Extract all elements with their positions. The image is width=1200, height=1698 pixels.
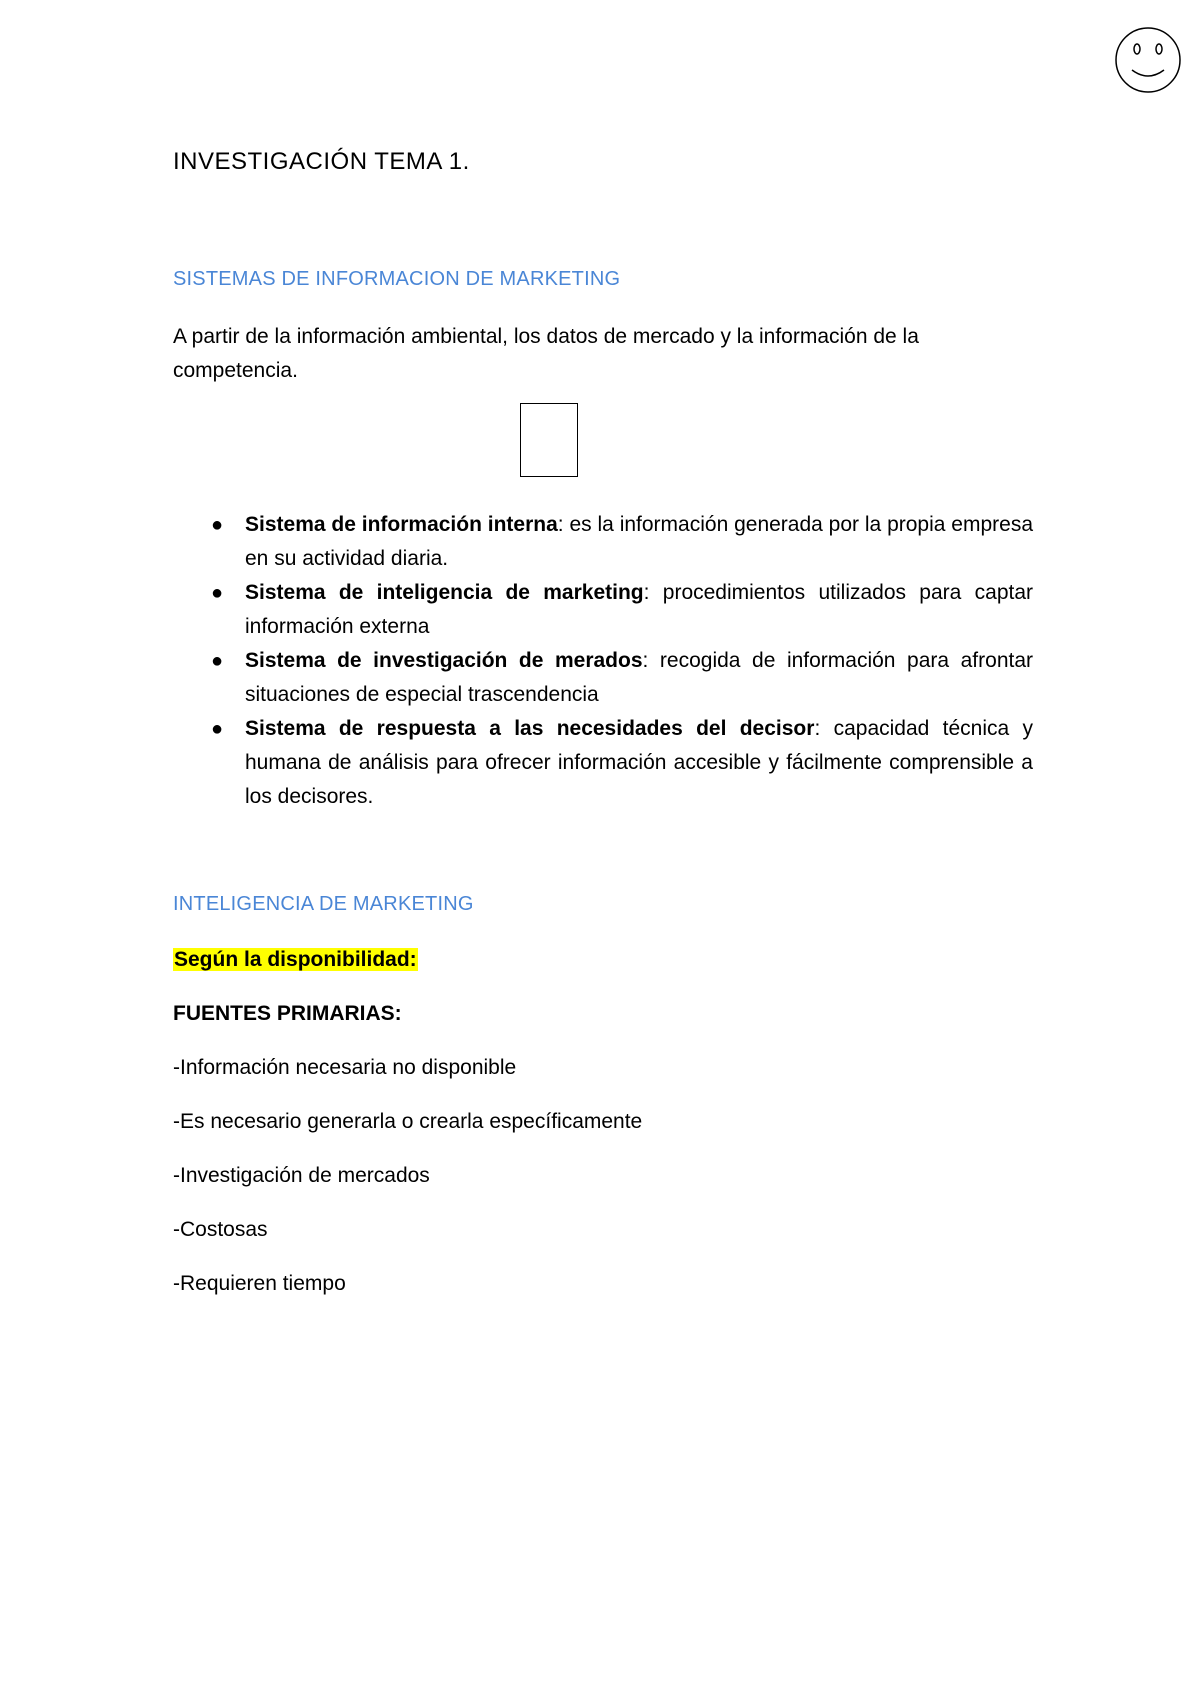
bullet-text: : procedimientos utilizados para captar información externa [245,581,1033,638]
list-item [173,712,1033,814]
fuentes-primarias-heading: FUENTES PRIMARIAS: [173,1002,402,1025]
list-item: -Información necesaria no disponible [173,1056,517,1079]
smiley-face-icon [1114,26,1182,94]
list-item [173,644,1033,712]
bullet-term: Sistema de respuesta a las necesidades del decisor [245,717,815,740]
document-title: INVESTIGACIÓN TEMA 1. [173,148,470,175]
systems-bullet-list [173,508,1033,814]
list-item [173,508,1033,576]
list-item: -Es necesario generarla o crearla específicamente [173,1110,643,1133]
bullet-text: : recogida de información para afrontar situaciones de especial trascendencia [245,649,1034,706]
list-item: -Requieren tiempo [173,1272,346,1295]
highlighted-subheading [173,945,418,975]
bullet-icon: ● [211,650,224,672]
list-item: -Costosas [173,1218,268,1241]
bullet-term: Sistema de inteligencia de marketing [245,581,644,604]
bullet-term: Sistema de investigación de merados [245,649,643,672]
bullet-icon: ● [211,718,224,740]
bullet-icon: ● [211,582,224,604]
highlight-text: Según la disponibilidad: [174,948,417,971]
fuentes-list [173,1053,642,1323]
section-heading-inteligencia: INTELIGENCIA DE MARKETING [173,893,474,915]
bullet-text: : es la información generada por la propia empresa en su actividad diaria. [245,513,1034,570]
list-item [173,576,1033,644]
bullet-term: Sistema de información interna [245,513,558,536]
empty-image-placeholder [520,403,578,477]
section-heading-sistemas: SISTEMAS DE INFORMACION DE MARKETING [173,268,621,290]
bullet-text: : capacidad técnica y humana de análisis para ofrecer información accesible y fácilmente comprensible a los decisores. [245,717,1033,808]
intro-paragraph: A partir de la información ambiental, los datos de mercado y la información de la competencia. [173,325,919,382]
bullet-icon: ● [211,514,224,536]
list-item: -Investigación de mercados [173,1164,430,1187]
